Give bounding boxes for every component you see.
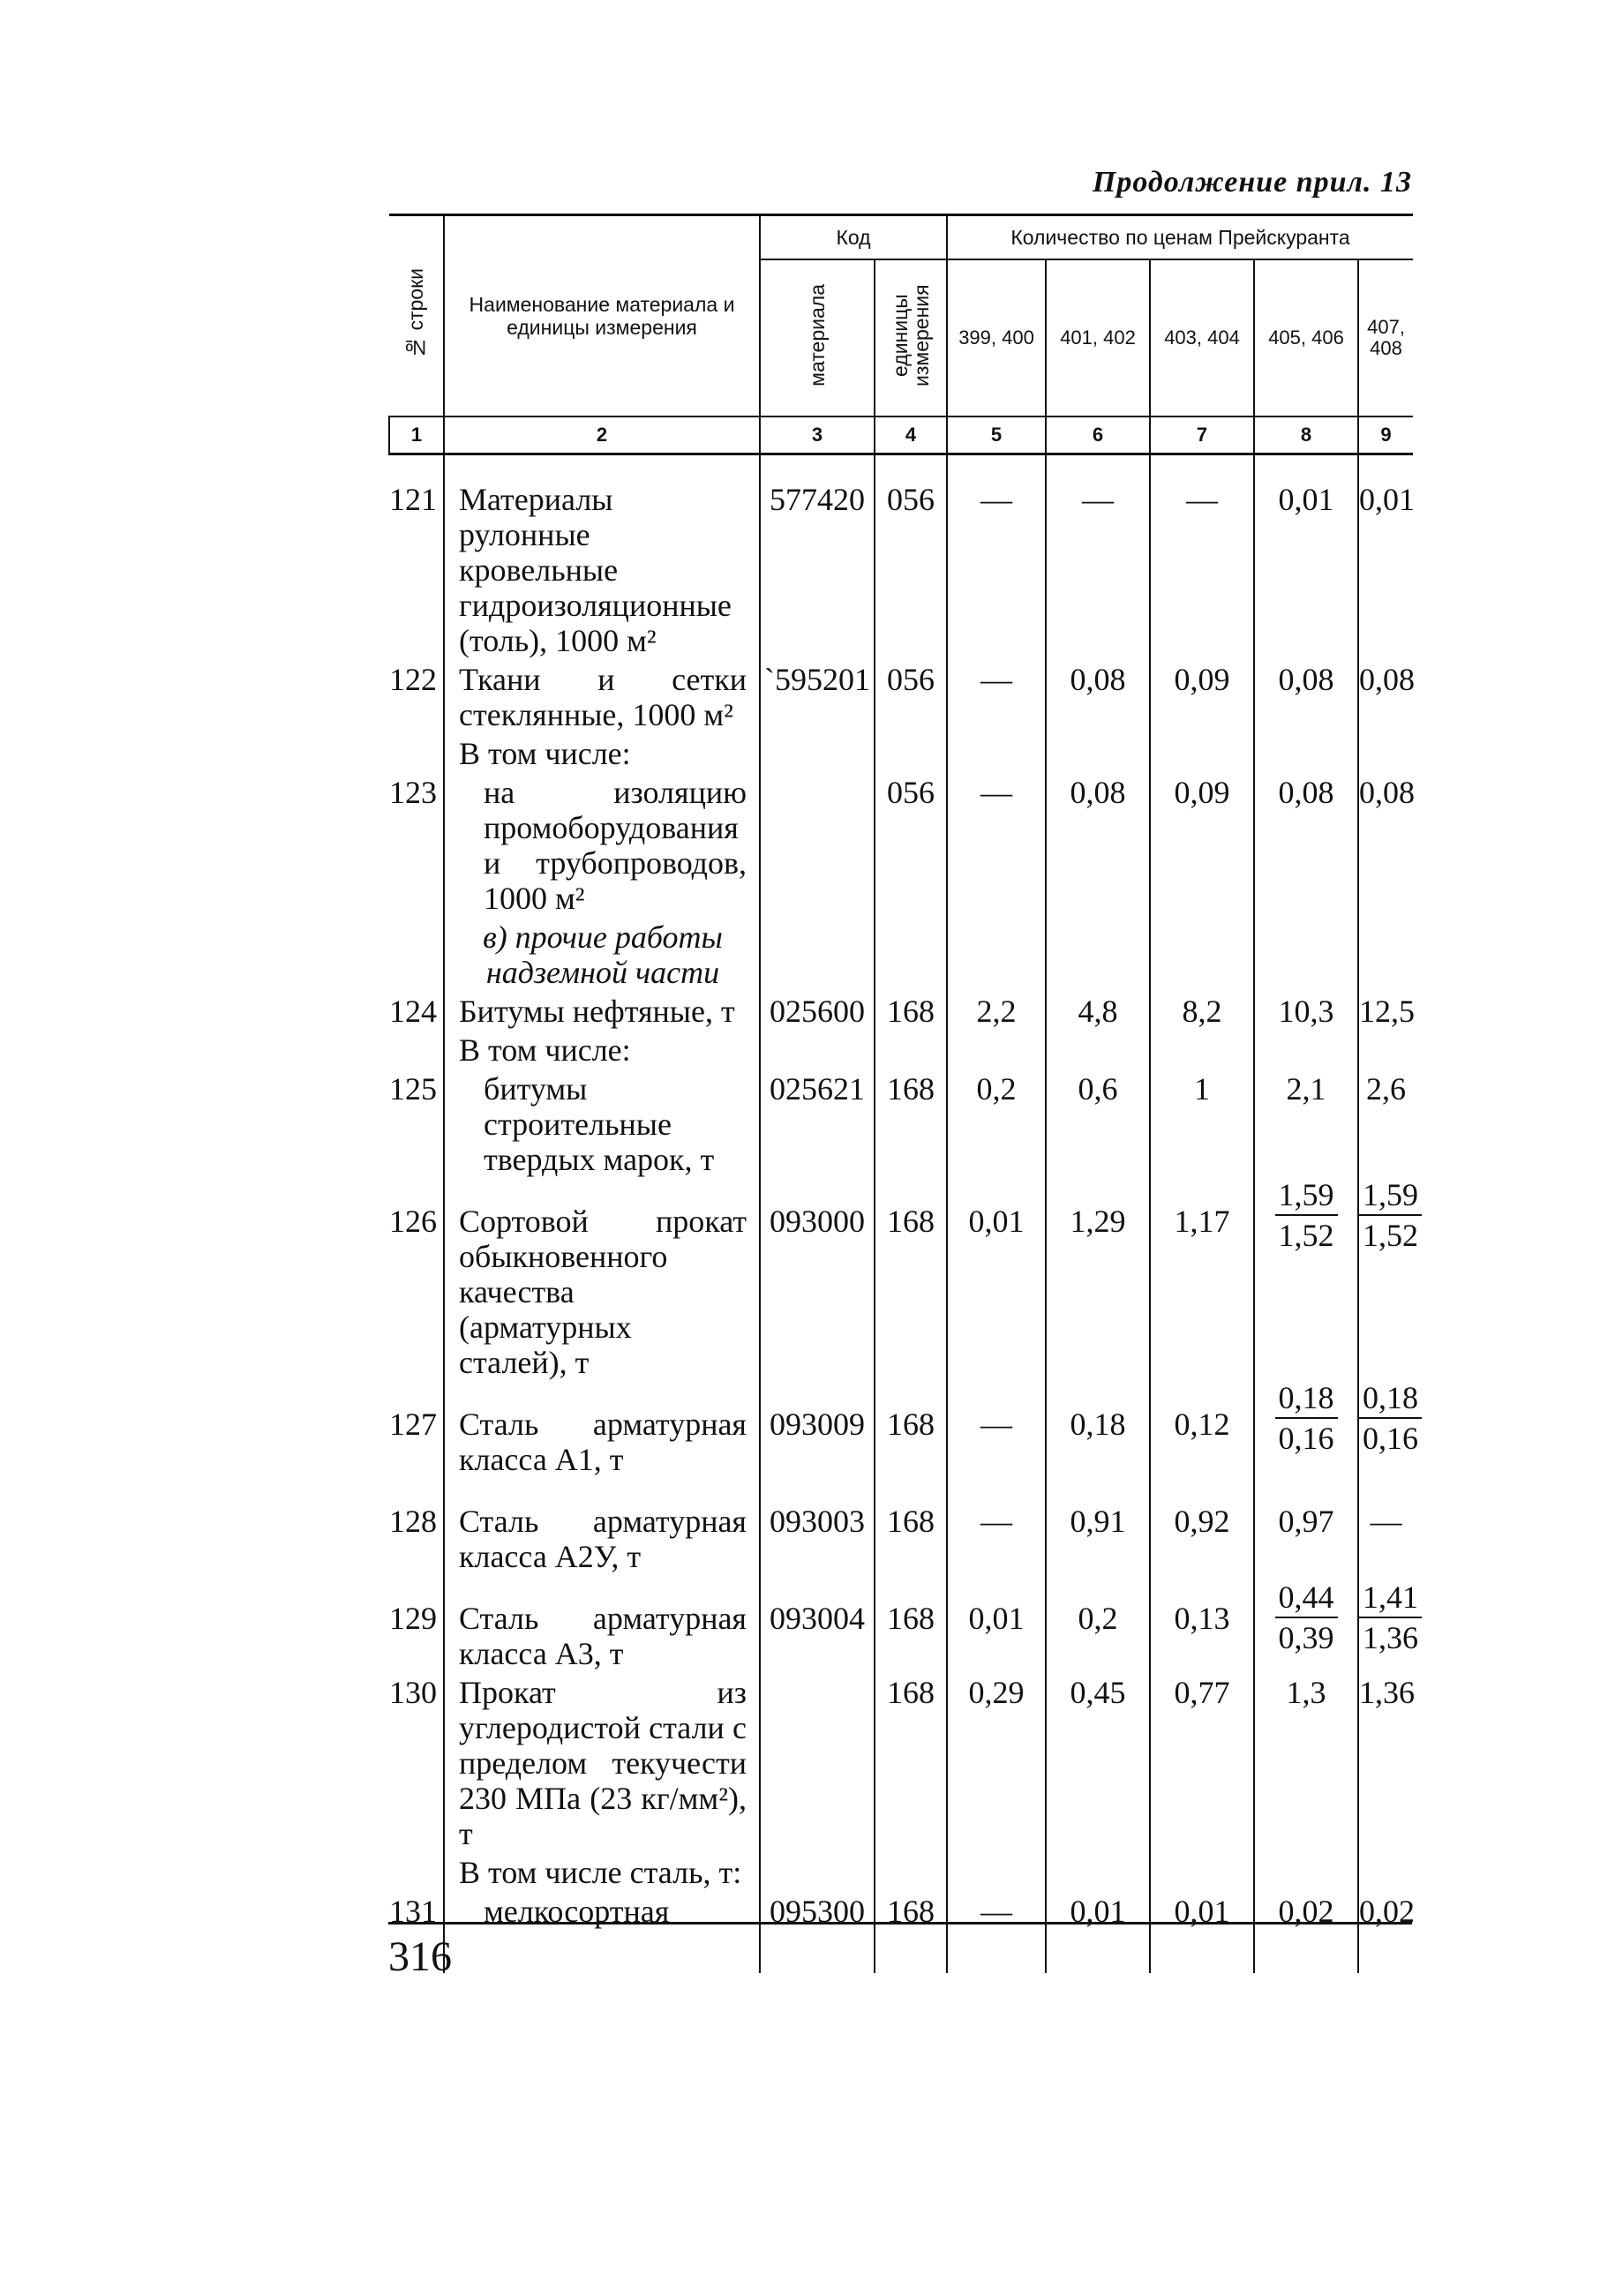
material-name: мелкосортная bbox=[444, 1890, 760, 1973]
qty-cell bbox=[1254, 916, 1358, 990]
qty-cell: 0,08 bbox=[1254, 771, 1358, 916]
header-category: 401, 402 bbox=[1046, 259, 1150, 416]
qty-cell: 12,5 bbox=[1358, 990, 1413, 1029]
table-row bbox=[389, 990, 1413, 1029]
qty-cell: 1,36 bbox=[1358, 1671, 1413, 1851]
fraction-denominator: 0,16 bbox=[1278, 1421, 1334, 1456]
qty-cell: 0,08 bbox=[1046, 771, 1150, 916]
material-code: 093009 bbox=[760, 1380, 875, 1477]
qty-cell: 0,12 bbox=[1150, 1380, 1254, 1477]
unit-code bbox=[875, 916, 947, 990]
header-quantity-group: Количество по ценам Прейскуранта bbox=[947, 215, 1413, 260]
qty-cell: 0,2 bbox=[947, 1068, 1046, 1177]
unit-code: 168 bbox=[875, 1068, 947, 1177]
header-category: 399, 400 bbox=[947, 259, 1046, 416]
qty-cell bbox=[1358, 916, 1413, 990]
qty-cell: 0,18 bbox=[1046, 1380, 1150, 1477]
row-number: 130 bbox=[389, 1675, 437, 1710]
qty-cell bbox=[1046, 1851, 1150, 1890]
table-row bbox=[389, 1851, 1413, 1890]
qty-cell: 0,01 bbox=[947, 1574, 1046, 1671]
header-category: 407, 408 bbox=[1358, 259, 1413, 416]
unit-code: 168 bbox=[875, 1890, 947, 1973]
qty-cell: 4,8 bbox=[1046, 990, 1150, 1029]
header-name: Наименование материала и единицы измерения bbox=[444, 215, 760, 417]
fraction-denominator: 0,16 bbox=[1363, 1421, 1419, 1456]
qty-cell bbox=[1150, 732, 1254, 771]
row-number: 129 bbox=[389, 1601, 437, 1636]
qty-cell: 0,77 bbox=[1150, 1671, 1254, 1851]
unit-code: 168 bbox=[875, 1380, 947, 1477]
material-name: Прокат из углеродистой стали с пределом текучести 230 МПа (23 кг/мм²), т bbox=[444, 1671, 760, 1851]
fraction-denominator: 0,39 bbox=[1278, 1620, 1334, 1655]
unit-code bbox=[875, 732, 947, 771]
table-row bbox=[389, 1477, 1413, 1574]
unit-code bbox=[875, 1029, 947, 1068]
qty-cell bbox=[947, 732, 1046, 771]
unit-code: 056 bbox=[875, 454, 947, 659]
qty-cell: 0,09 bbox=[1150, 771, 1254, 916]
material-name: Битумы нефтяные, т bbox=[444, 990, 760, 1029]
qty-cell: 0,2 bbox=[1046, 1574, 1150, 1671]
page-number: 316 bbox=[388, 1933, 452, 1980]
material-code: 093004 bbox=[760, 1574, 875, 1671]
row-number: 128 bbox=[389, 1504, 437, 1539]
material-name: В том числе сталь, т: bbox=[444, 1851, 760, 1890]
table-row bbox=[389, 1068, 1413, 1177]
header-code-material: материала bbox=[760, 259, 875, 416]
material-name: Сталь арматурная класса А1, т bbox=[444, 1380, 760, 1477]
material-name: на изоляцию промоборудования и трубопроводов, 1000 м² bbox=[444, 771, 760, 916]
qty-cell: 0,01 bbox=[1046, 1890, 1150, 1973]
material-name: В том числе: bbox=[444, 1029, 760, 1068]
column-number: 2 bbox=[444, 416, 760, 454]
row-number: 122 bbox=[389, 662, 437, 697]
table-row bbox=[389, 1029, 1413, 1068]
row-number: 123 bbox=[389, 775, 437, 810]
material-code: 025621 bbox=[760, 1068, 875, 1177]
qty-cell: 1,29 bbox=[1046, 1177, 1150, 1380]
table-row bbox=[389, 1671, 1413, 1851]
qty-cell bbox=[1046, 916, 1150, 990]
material-name: Ткани и сетки стеклянные, 1000 м² bbox=[444, 658, 760, 732]
header-category: 403, 404 bbox=[1150, 259, 1254, 416]
qty-cell: 0,97 bbox=[1254, 1477, 1358, 1574]
fraction-numerator: 0,18 bbox=[1275, 1380, 1338, 1419]
qty-cell bbox=[1358, 732, 1413, 771]
qty-cell: — bbox=[1046, 454, 1150, 659]
header-row-no: № строки bbox=[389, 215, 444, 417]
material-code: 025600 bbox=[760, 990, 875, 1029]
qty-cell: — bbox=[947, 1890, 1046, 1973]
qty-cell: 0,02 bbox=[1358, 1890, 1413, 1973]
column-number: 7 bbox=[1150, 416, 1254, 454]
qty-cell: 8,2 bbox=[1150, 990, 1254, 1029]
qty-cell bbox=[1150, 916, 1254, 990]
qty-cell: 0,92 bbox=[1150, 1477, 1254, 1574]
qty-cell: 0,01 bbox=[1358, 454, 1413, 659]
material-code bbox=[760, 1029, 875, 1068]
qty-cell bbox=[1150, 1029, 1254, 1068]
qty-cell bbox=[947, 916, 1046, 990]
table-row bbox=[389, 454, 1413, 659]
qty-cell bbox=[1254, 1029, 1358, 1068]
qty-cell: 0,6 bbox=[1046, 1068, 1150, 1177]
column-number: 5 bbox=[947, 416, 1046, 454]
fraction-numerator: 1,59 bbox=[1359, 1177, 1422, 1216]
qty-cell bbox=[1358, 1029, 1413, 1068]
qty-cell: 2,1 bbox=[1254, 1068, 1358, 1177]
table-row bbox=[389, 1177, 1413, 1380]
material-code: 095300 bbox=[760, 1890, 875, 1973]
row-number: 121 bbox=[389, 482, 437, 517]
qty-cell: 0,08 bbox=[1046, 658, 1150, 732]
unit-code bbox=[875, 1851, 947, 1890]
table-row bbox=[389, 771, 1413, 916]
row-number: 125 bbox=[389, 1071, 437, 1107]
fraction-numerator: 1,59 bbox=[1275, 1177, 1338, 1216]
qty-cell: — bbox=[947, 658, 1046, 732]
qty-cell bbox=[1254, 732, 1358, 771]
fraction-numerator: 1,41 bbox=[1359, 1579, 1422, 1618]
unit-code: 168 bbox=[875, 1574, 947, 1671]
row-number: 124 bbox=[389, 994, 437, 1029]
qty-cell: 0,01 bbox=[947, 1177, 1046, 1380]
material-code: 577420 bbox=[760, 454, 875, 659]
qty-cell: 1,3 bbox=[1254, 1671, 1358, 1851]
qty-cell: — bbox=[947, 454, 1046, 659]
material-name: битумы строительные твердых марок, т bbox=[444, 1068, 760, 1177]
qty-cell: 0,13 bbox=[1150, 1574, 1254, 1671]
unit-code: 168 bbox=[875, 1477, 947, 1574]
unit-code: 056 bbox=[875, 771, 947, 916]
row-number bbox=[389, 916, 444, 990]
section-heading-row bbox=[389, 916, 1413, 990]
header-code-unit: единицы измерения bbox=[875, 259, 947, 416]
material-code bbox=[760, 732, 875, 771]
qty-cell: 0,01 bbox=[1150, 1890, 1254, 1973]
table-row bbox=[389, 658, 1413, 732]
material-name: Сталь арматурная класса А2У, т bbox=[444, 1477, 760, 1574]
fraction-denominator: 1,36 bbox=[1363, 1620, 1419, 1655]
qty-cell bbox=[1046, 1029, 1150, 1068]
section-heading: в) прочие работы надземной части bbox=[444, 916, 760, 990]
fraction-denominator: 1,52 bbox=[1278, 1218, 1334, 1253]
material-name: Материалы рулонные кровельные гидроизоляционные (толь), 1000 м² bbox=[444, 454, 760, 659]
material-code bbox=[760, 1671, 875, 1851]
fraction-denominator: 1,52 bbox=[1363, 1218, 1419, 1253]
row-number bbox=[389, 1029, 444, 1068]
unit-code: 168 bbox=[875, 1177, 947, 1380]
qty-cell bbox=[1254, 1851, 1358, 1890]
qty-cell: — bbox=[947, 771, 1046, 916]
page-header: Продолжение прил. 13 bbox=[1092, 166, 1412, 199]
qty-cell bbox=[947, 1029, 1046, 1068]
unit-code: 168 bbox=[875, 1671, 947, 1851]
material-code: 093003 bbox=[760, 1477, 875, 1574]
qty-fraction-cell bbox=[1358, 1574, 1419, 1671]
qty-fraction-cell bbox=[1358, 1380, 1419, 1477]
material-name: Сортовой прокат обыкновенного качества (арматурных сталей), т bbox=[444, 1177, 760, 1380]
row-number bbox=[389, 1851, 444, 1890]
qty-cell: 0,29 bbox=[947, 1671, 1046, 1851]
materials-table-wrapper bbox=[388, 214, 1419, 1973]
qty-cell: — bbox=[1358, 1477, 1413, 1574]
qty-cell: 0,09 bbox=[1150, 658, 1254, 732]
row-number: 131 bbox=[389, 1894, 437, 1929]
fraction-numerator: 0,44 bbox=[1275, 1579, 1338, 1618]
column-number: 8 bbox=[1254, 416, 1358, 454]
unit-code: 168 bbox=[875, 990, 947, 1029]
qty-cell: 2,2 bbox=[947, 990, 1046, 1029]
qty-fraction-cell bbox=[1254, 1574, 1358, 1671]
row-number: 126 bbox=[389, 1204, 437, 1239]
materials-table bbox=[388, 214, 1419, 1973]
table-row bbox=[389, 1574, 1413, 1671]
column-number: 1 bbox=[389, 416, 444, 454]
bottom-rule bbox=[388, 1922, 1412, 1925]
qty-cell: 0,02 bbox=[1254, 1890, 1358, 1973]
qty-fraction-cell bbox=[1254, 1177, 1358, 1380]
qty-cell: — bbox=[947, 1477, 1046, 1574]
header-code-group: Код bbox=[760, 215, 947, 260]
material-name: Сталь арматурная класса А3, т bbox=[444, 1574, 760, 1671]
column-number: 9 bbox=[1358, 416, 1413, 454]
material-code bbox=[760, 916, 875, 990]
qty-fraction-cell bbox=[1358, 1177, 1419, 1380]
column-number: 3 bbox=[760, 416, 875, 454]
qty-cell: — bbox=[947, 1380, 1046, 1477]
row-number bbox=[389, 732, 444, 771]
qty-cell: — bbox=[1150, 454, 1254, 659]
fraction-numerator: 0,18 bbox=[1359, 1380, 1422, 1419]
qty-cell bbox=[1046, 732, 1150, 771]
qty-cell: 0,91 bbox=[1046, 1477, 1150, 1574]
material-code bbox=[760, 771, 875, 916]
qty-cell bbox=[947, 1851, 1046, 1890]
qty-cell: 0,08 bbox=[1254, 658, 1358, 732]
table-row bbox=[389, 1890, 1413, 1973]
table-row bbox=[389, 732, 1413, 771]
column-number: 6 bbox=[1046, 416, 1150, 454]
qty-cell: 10,3 bbox=[1254, 990, 1358, 1029]
material-code bbox=[760, 1851, 875, 1890]
qty-fraction-cell bbox=[1254, 1380, 1358, 1477]
header-category: 405, 406 bbox=[1254, 259, 1358, 416]
qty-cell: 1,17 bbox=[1150, 1177, 1254, 1380]
qty-cell: 0,08 bbox=[1358, 771, 1413, 916]
material-name: В том числе: bbox=[444, 732, 760, 771]
material-code: `595201 bbox=[760, 658, 875, 732]
qty-cell: 0,08 bbox=[1358, 658, 1413, 732]
qty-cell bbox=[1150, 1851, 1254, 1890]
table-row bbox=[389, 1380, 1413, 1477]
qty-cell: 2,6 bbox=[1358, 1068, 1413, 1177]
qty-cell: 1 bbox=[1150, 1068, 1254, 1177]
unit-code: 056 bbox=[875, 658, 947, 732]
qty-cell: 0,45 bbox=[1046, 1671, 1150, 1851]
column-number: 4 bbox=[875, 416, 947, 454]
qty-cell bbox=[1358, 1851, 1413, 1890]
qty-cell: 0,01 bbox=[1254, 454, 1358, 659]
material-code: 093000 bbox=[760, 1177, 875, 1380]
row-number: 127 bbox=[389, 1407, 437, 1442]
